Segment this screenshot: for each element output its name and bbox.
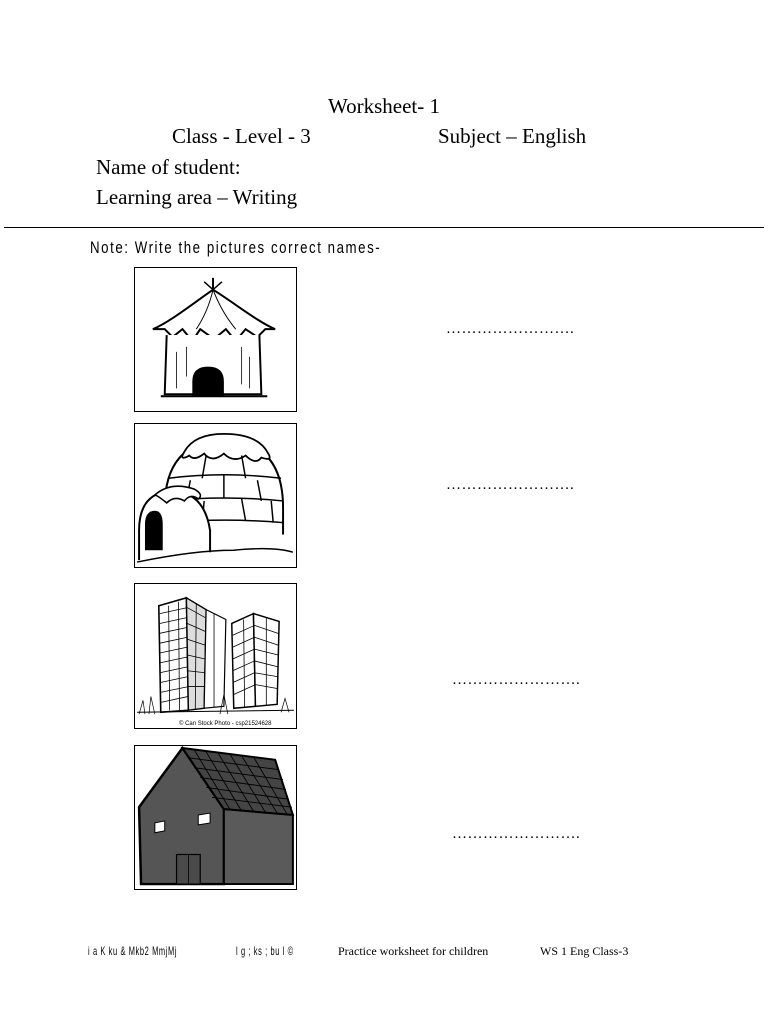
- subject: Subject – English: [438, 124, 587, 148]
- learning-area: Learning area – Writing: [96, 185, 298, 209]
- instruction-note: Note: Write the pictures correct names-: [90, 238, 382, 257]
- igloo-icon: [134, 423, 297, 568]
- student-name-label: Name of student:: [96, 155, 241, 179]
- footer-code: WS 1 Eng Class-3: [540, 944, 629, 958]
- house-icon: [134, 745, 297, 890]
- apartment-buildings-icon: [134, 583, 297, 729]
- header-divider: [4, 227, 764, 228]
- answer-blank-2[interactable]: …………………….: [446, 477, 575, 493]
- answer-blank-4[interactable]: …………………….: [452, 826, 581, 842]
- answer-blank-3[interactable]: …………………….: [452, 672, 581, 688]
- footer-scrambled-mid: l g ; ks ; bu l ©: [236, 944, 294, 958]
- footer-scrambled-left: i a K ku & Mkb2 MmjMj: [88, 944, 178, 958]
- hut-icon: [134, 267, 297, 412]
- stock-watermark: © Can Stock Photo - csp21524628: [179, 721, 272, 727]
- footer-description: Practice worksheet for children: [338, 944, 489, 958]
- answer-blank-1[interactable]: …………………….: [446, 321, 575, 337]
- class-level: Class - Level - 3: [172, 124, 311, 148]
- worksheet-title: Worksheet- 1: [327, 94, 441, 118]
